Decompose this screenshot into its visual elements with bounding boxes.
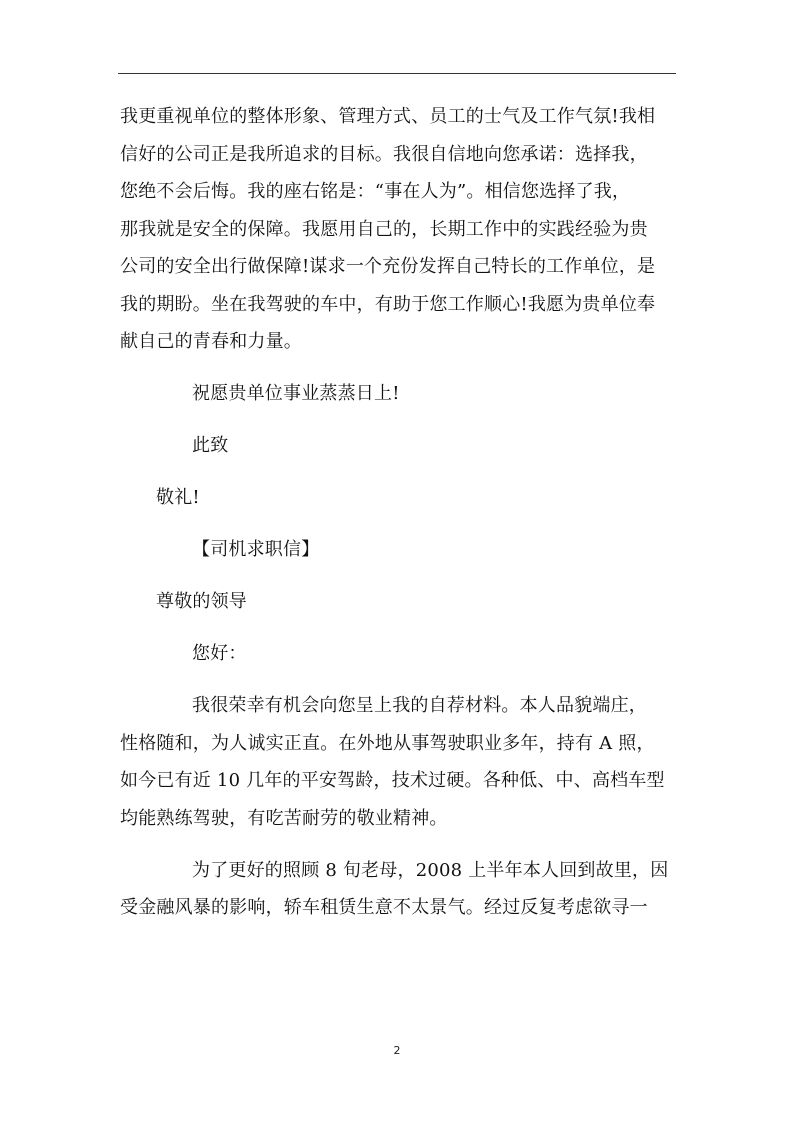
text-line: 受金融风暴的影响，轿车租赁生意不太景气。经过反复考虑欲寻一	[120, 897, 648, 918]
text-line: 您绝不会后悔。我的座右铭是：“事在人为”。相信您选择了我，	[120, 181, 631, 202]
text-line: 信好的公司正是我所追求的目标。我很自信地向您承诺：选择我，	[120, 143, 648, 165]
text-line: 为了更好的照顾 8 旬老母，2008 上半年本人回到故里，因	[192, 859, 669, 881]
paragraph-salute: 敬礼!	[156, 487, 200, 508]
paragraph-closing-statement	[120, 98, 680, 361]
paragraph-background	[120, 852, 680, 927]
text-line: 那我就是安全的保障。我愿用自己的，长期工作中的实践经验为贵	[120, 218, 648, 240]
document-body	[120, 98, 680, 927]
paragraph-greeting-ci-zhi: 此致	[192, 435, 229, 456]
paragraph-self-introduction	[120, 687, 680, 837]
text-line: 献自己的青春和力量。	[120, 331, 302, 352]
text-line: 我更重视单位的整体形象、管理方式、员工的士气及工作气氛!我相	[120, 106, 656, 127]
text-line: 公司的安全出行做保障!谋求一个充份发挥自己特长的工作单位，是	[120, 256, 656, 277]
paragraph-addressee: 尊敬的领导	[156, 591, 247, 612]
header-rule	[118, 73, 676, 74]
text-line: 我的期盼。坐在我驾驶的车中，有助于您工作顺心!我愿为贵单位奉	[120, 293, 656, 315]
page-number: 2	[393, 1044, 401, 1057]
paragraph-wish: 祝愿贵单位事业蒸蒸日上!	[192, 383, 400, 404]
text-line: 我很荣幸有机会向您呈上我的自荐材料。本人品貌端庄，	[192, 695, 647, 716]
section-heading: 【司机求职信】	[192, 539, 320, 560]
text-line: 均能熟练驾驶，有吃苦耐劳的敬业精神。	[120, 807, 448, 829]
paragraph-hello: 您好：	[192, 643, 247, 664]
text-line: 如今已有近 10 几年的平安驾龄，技术过硬。各种低、中、高档车型	[120, 770, 665, 791]
text-line: 性格随和，为人诚实正直。在外地从事驾驶职业多年，持有 A 照，	[120, 732, 655, 754]
